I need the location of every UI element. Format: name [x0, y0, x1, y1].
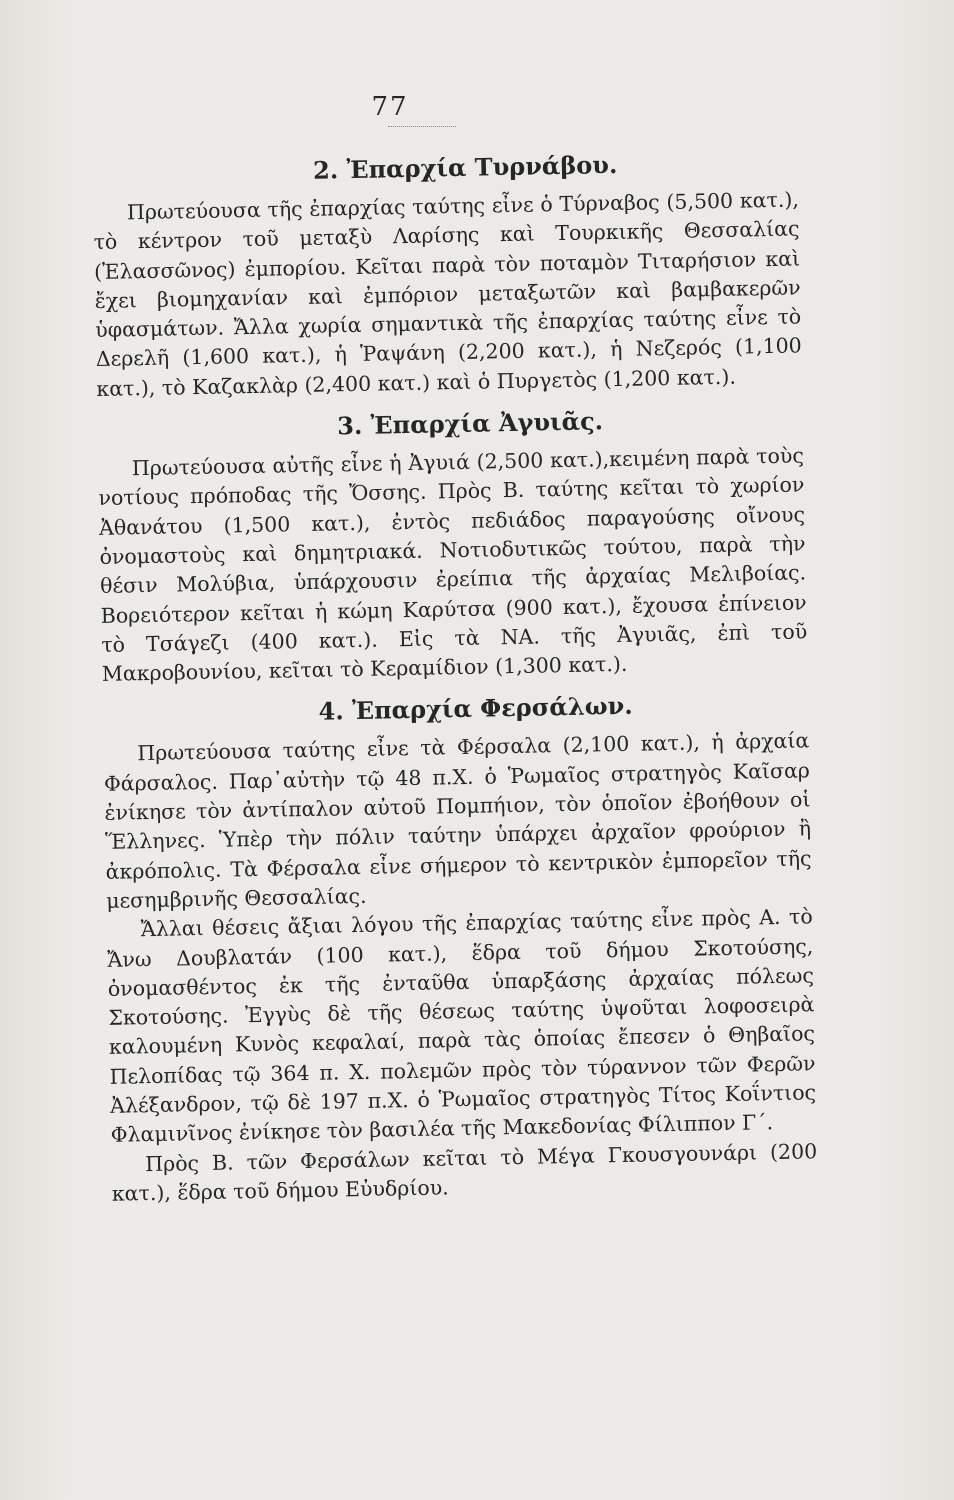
- section-heading: 2. Ἐπαρχία Τυρνάβου.: [312, 149, 618, 185]
- section-agyia: [97, 402, 808, 689]
- paragraph: Ἄλλαι θέσεις ἄξιαι λόγου τῆς ἐπαρχίας ταύτης εἶνε πρὸς Α. τὸ Ἄνω Δουβλατάν (100 κατ.), ἕδρα τοῦ δήμου Σκοτούσης, ὀνομασθέντος ἐκ τῆς ἐνταῦθα ὑπαρξάσης ἀρχαίας πόλεως Σκοτούσης. Ἐγγὺς δὲ τῆς θέσεως ταύτης ὑψοῦται λοφοσειρὰ καλουμένη Κυνὸς κεφαλαί, παρὰ τὰς ὁποίας ἔπεσεν ὁ Θηβαῖος Πελοπίδας τῷ 364 π. Χ. πολεμῶν πρὸς τὸν τύραννον τῶν Φερῶν Ἀλέξανδρον, τῷ δὲ 197 π.Χ. ὁ Ῥωμαῖος στρατηγὸς Τίτος Κοΐντιος Φλαμινῖνος ἐνίκησε τὸν βασιλέα τῆς Μακεδονίας Φίλιππον Γ΄.: [107, 904, 817, 1148]
- page-content: [92, 146, 818, 1209]
- page-number-rule: [388, 126, 456, 127]
- page-number: 77: [371, 92, 409, 122]
- paragraph: Πρὸς Β. τῶν Φερσάλων κεῖται τὸ Μέγα Γκουσγουνάρι (200 κατ.), ἕδρα τοῦ δήμου Εὐυδρίου.: [111, 1138, 818, 1206]
- paragraph: Πρωτεύουσα ταύτης εἶνε τὰ Φέρσαλα (2,100 κατ.), ἡ ἀρχαία Φάρσαλος. Παρ᾽αὐτὴν τῷ 48 π.Χ. ὁ Ῥωμαῖος στρατηγὸς Καῖσαρ ἐνίκησε τὸν ἀντίπαλον αὐτοῦ Πομπήιον, τὸν ὁποῖον ἐβοήθουν οἱ Ἕλληνες. Ὑπὲρ τὴν πόλιν ταύτην ὑπάρχει ἀρχαῖον φρούριον ἢ ἀκρόπολις. Τὰ Φέρσαλα εἶνε σήμερον τὸ κεντρικὸν ἐμπορεῖον τῆς μεσημβρινῆς Θεσσαλίας.: [103, 728, 812, 913]
- paragraph: Πρωτεύουσα αὐτῆς εἶνε ἡ Ἀγυιά (2,500 κατ.),κειμένη παρὰ τοὺς νοτίους πρόποδας τῆς Ὄσσης. Πρὸς Β. ταύτης κεῖται τὸ χωρίον Ἀθανάτου (1,500 κατ.), ἐντὸς πεδιάδος παραγούσης οἴνους ὀνομαστοὺς καὶ δημητριακά. Νοτιοδυτικῶς τούτου, παρὰ τὴν θέσιν Μολύβια, ὑπάρχουσιν ἐρείπια τῆς ἀρχαίας Μελιβοίας. Βορειότερον κεῖται ἡ κώμη Καρύτσα (900 κατ.), ἔχουσα ἐπίνειον τὸ Τσάγεζι (400 κατ.). Εἰς τὰ ΝΑ. τῆς Ἀγυιᾶς, ἐπὶ τοῦ Μακροβουνίου, κεῖται τὸ Κεραμίδιον (1,300 κατ.).: [98, 443, 808, 687]
- section-heading: 4. Ἐπαρχία Φερσάλων.: [318, 691, 633, 727]
- paragraph: Πρωτεύουσα τῆς ἐπαρχίας ταύτης εἶνε ὁ Τύρναβος (5,500 κατ.), τὸ κέντρον τοῦ μεταξὺ Λαρίσης καὶ Τουρκικῆς Θεσσαλίας (Ἐλασσῶνος) ἐμπορίου. Κεῖται παρὰ τὸν ποταμὸν Τιταρήσιον καὶ ἔχει βιομηχανίαν καὶ ἐμπόριον μεταξωτῶν καὶ βαμβακερῶν ὑφασμάτων. Ἄλλα χωρία σημαντικὰ τῆς ἐπαρχίας ταύτης εἶνε τὸ Δερελῆ (1,600 κατ.), ἡ Ῥαψάνη (2,200 κατ.), ἡ Νεζερός (1,100 κατ.), τὸ Καζακλὰρ (2,400 κατ.) καὶ ὁ Πυργετὸς (1,200 κατ.).: [93, 187, 802, 401]
- section-tyrnavos: [92, 146, 803, 404]
- section-fersala: [102, 688, 818, 1209]
- section-heading: 3. Ἐπαρχία Ἀγυιᾶς.: [336, 406, 604, 441]
